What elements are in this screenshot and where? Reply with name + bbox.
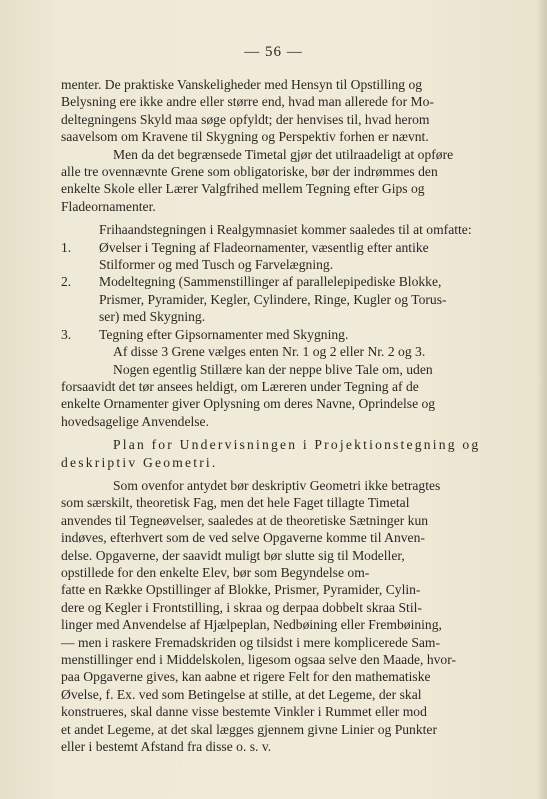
paragraph-start: Men da det begrænsede Timetal gjør det utilraadeligt at opføre	[113, 146, 454, 162]
page-number: — 56 —	[244, 44, 303, 60]
text-line: et andet Legeme, at det skal lægges gjennem givne Linier og Punkter	[61, 721, 437, 737]
list-text: Modeltegning (Sammenstillinger af parallelepipediske Blokke,	[99, 274, 442, 290]
text-line: konstrueres, skal danne visse bestemte Vinkler i Rummet eller mod	[61, 704, 427, 720]
text-line: deltegningens Skyld maa søge opfyldt; der henvises til, hvad herom	[61, 111, 430, 127]
text-line: menter. De praktiske Vanskeligheder med Hensyn til Opstilling og	[61, 77, 423, 92]
text-line: Belysning ere ikke andre eller større end, hvad man allerede for Mo-	[61, 94, 434, 110]
paragraph-start: Nogen egentlig Stillære kan der neppe blive Tale om, uden	[113, 361, 433, 377]
text-line: — men i raskere Fremadskriden og tilsidst i mere komplicerede Sam-	[61, 634, 441, 650]
text-line: fatte en Række Opstillinger af Blokke, Prismer, Pyramider, Cylin-	[61, 582, 421, 598]
list-item-2	[61, 273, 501, 290]
text-line: hovedsagelige Anvendelse.	[61, 413, 209, 429]
text-line: som særskilt, theoretisk Fag, men det hele Faget tillagte Timetal	[61, 495, 410, 511]
text-line: menstillinger end i Middelskolen, ligesom ogsaa selve den Maade, hvor-	[61, 652, 456, 667]
text-line: eller i bestemt Afstand fra disse o. s. v.	[61, 739, 272, 755]
list-number: 2.	[61, 274, 72, 290]
list-item-3	[61, 326, 501, 343]
text-line: dere og Kegler i Frontstilling, i skraa og derpaa dobbelt skraa Stil-	[61, 599, 422, 615]
list-number: 3.	[61, 326, 72, 342]
section-heading: deskriptiv Geometri.	[61, 454, 218, 470]
text-line: alle tre ovennævnte Grene som obligatoriske, bør der indrømmes den	[61, 164, 438, 180]
text-line: forsaavidt det tør ansees heldigt, om Læreren under Tegning af de	[61, 378, 419, 394]
list-text: Øvelser i Tegning af Fladeornamenter, væsentlig efter antike	[99, 239, 429, 255]
text-line: delse. Opgaverne, der saavidt muligt bør slutte sig til Modeller,	[61, 547, 405, 563]
text-line: indøves, efterhvert som de ved selve Opgaverne komme til Anven-	[61, 530, 425, 546]
page-edge-shadow	[537, 0, 547, 799]
body-text	[61, 76, 501, 755]
text-line: enkelte Ornamenter giver Oplysning om deres Navne, Oprindelse og	[61, 396, 436, 412]
paragraph-start: Frihaandstegningen i Realgymnasiet kommer saaledes til at omfatte:	[99, 222, 472, 238]
text-line: saavelsom om Kravene til Skygning og Perspektiv forhen er nævnt.	[61, 129, 429, 145]
list-item-1	[61, 239, 501, 256]
text-line: paa Opgaverne gives, kan aabne et rigere Felt for den mathematiske	[61, 669, 431, 685]
text-line: linger med Anvendelse af Hjælpeplan, Nedbøining eller Frembøining,	[61, 617, 442, 633]
list-text: Tegning efter Gipsornamenter med Skygning.	[99, 326, 349, 342]
text-line: Prismer, Pyramider, Kegler, Cylindere, Ringe, Kugler og Torus-	[99, 291, 447, 307]
text-line: enkelte Skole eller Lærer Valgfrihed mellem Tegning efter Gips og	[61, 181, 425, 197]
section-heading: Plan for Undervisningen i Projektionstegning og	[113, 437, 481, 453]
paragraph-start: Som ovenfor antydet bør deskriptiv Geometri ikke betragtes	[113, 477, 441, 493]
text-line: ser) med Skygning.	[99, 309, 206, 325]
text-line: opstillede for den enkelte Elev, bør som Begyndelse om-	[61, 564, 370, 580]
list-number: 1.	[61, 239, 72, 255]
text-line: Øvelse, f. Ex. ved som Betingelse at stille, at det Legeme, der skal	[61, 686, 422, 702]
paragraph-start: Af disse 3 Grene vælges enten Nr. 1 og 2 eller Nr. 2 og 3.	[113, 344, 426, 360]
text-line: Fladeornamenter.	[61, 198, 156, 214]
text-line: Stilformer og med Tusch og Farvelægning.	[99, 257, 334, 273]
text-line: anvendes til Tegneøvelser, saaledes at de theoretiske Sætninger kun	[61, 512, 429, 528]
